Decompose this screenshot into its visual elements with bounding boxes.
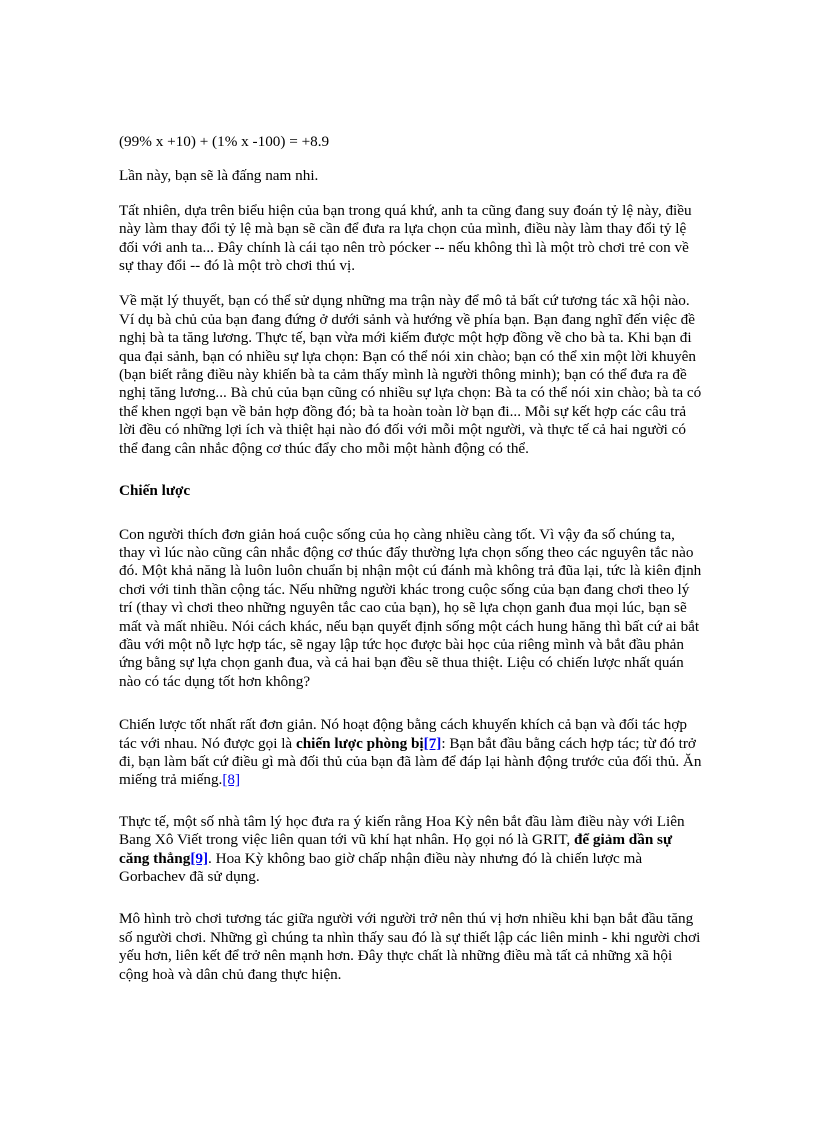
paragraph-text: Thực tế, một số nhà tâm lý học đưa ra ý kiến rằng Hoa Kỳ nên bắt đầu làm điều này với Liên Bang Xô Viết trong việc liên quan tới vũ khí hạt nhân. Họ gọi nó là GRIT, [119,812,685,849]
equation: (99% x +10) + (1% x -100) = +8.9 [119,133,330,150]
paragraph-text: . Hoa Kỳ không bao giờ chấp nhận điều này nhưng đó là chiến lược mà Gorbachev đã sử dụng. [119,849,643,885]
paragraph-probability: Tất nhiên, dựa trên biểu hiện của bạn trong quá khứ, anh ta cũng đang suy đoán tỷ lệ này, điều này làm thay đổi tỷ lệ mà bạn sẽ cần để đưa ra lựa chọn của mình, điều này làm thay đổi tỷ lệ đối với anh ta... Đây chính là cái tạo nên trò pócker -- nếu không thì là một trò chơi trẻ con về sự thay đổi -- đó là một trò chơi thú vị. [119,201,692,275]
document-page [119,133,704,984]
paragraph-social-interaction: Về mặt lý thuyết, bạn có thể sử dụng những ma trận này để mô tả bất cứ tương tác xã hội nào. Ví dụ bà chủ của bạn đang đứng ở dưới sảnh và hướng về phía bạn. Bạn đang nghĩ đến việc đề nghị bà ta tăng lương. Thực tế, bạn vừa mới kiếm được một hợp đồng về cho bà ta. Khi bạn đi qua đại sảnh, bạn có nhiều sự lựa chọn: Bạn có thể nói xin chào; bạn có thể xin một lời khuyên (bạn biết rằng điều này khiến bà ta cảm thấy mình là người thông minh); bạn có thể đưa ra đề nghị tăng lương... Bà chủ của bạn cũng có nhiều sự lựa chọn: Bà ta có thể nói xin chào; bà ta có thể khen ngợi bạn về bản hợp đồng đó; bà ta hoàn toàn lờ bạn đi... Mỗi sự kết hợp các câu trả lời đều có những lợi ích và thiệt hại nào đó đối với mỗi một người, và thực tế cả hai người có thể đang cân nhắc động cơ thúc đẩy cho mỗi một hành động có thể. [119,292,702,457]
paragraph-simplify-life: Con người thích đơn giản hoá cuộc sống của họ càng nhiều càng tốt. Vì vậy đa số chúng ta, thay vì lúc nào cũng cân nhắc động cơ thúc đẩy thường lựa chọn sống theo các nguyên tắc nào đó. Một khả năng là luôn luôn chuẩn bị nhận một cú đánh mà không trả đũa lại, tức là kiên định chơi với tinh thần cộng tác. Nếu những người khác trong cuộc sống của bạn đang chơi theo lý trí (thay vì chơi theo những nguyên tắc cao của bạn), họ sẽ lựa chọn ganh đua mọi lúc, bạn sẽ mất và mất nhiều. Nói cách khác, nếu bạn quyết định sống một cách hung hăng thì bất cứ ai bắt đầu với một nỗ lực hợp tác, sẽ ngay lập tức học được bài học của riêng mình và bắt đầu phản ứng bằng sự lựa chọn ganh đua, và cả hai bạn đều sẽ thua thiệt. Liệu có chiến lược nhất quán nào có tác dụng tốt hơn không? [119,525,702,690]
footnote-link-9[interactable]: [9] [190,849,209,867]
paragraph-tit-for-tat [119,716,704,790]
section-heading-strategy: Chiến lược [119,482,191,500]
footnote-link-8[interactable]: [8] [222,771,241,789]
paragraph-intro: Lần này, bạn sẽ là đấng nam nhi. [119,167,319,185]
paragraph-text: : Bạn bắt đầu bằng cách hợp tác; từ đó trở đi, bạn làm bất cứ điều gì mà đối thủ của bạn đã làm để đáp lại hành động trước của đối thủ. Ăn miếng trả miếng. [119,734,702,789]
footnote-link-7[interactable]: [7] [423,734,442,752]
bold-term-tit-for-tat: chiến lược phòng bị [295,734,424,752]
paragraph-text: Chiến lược tốt nhất rất đơn giản. Nó hoạt động bằng cách khuyến khích cả bạn và đối tác hợp tác với nhau. Nó được gọi là [119,716,687,752]
paragraph-alliances: Mô hình trò chơi tương tác giữa người với người trở nên thú vị hơn nhiều khi bạn bắt đầu tăng số người chơi. Những gì chúng ta nhìn thấy sau đó là sự thiết lập các liên minh - khi người chơi yếu hơn, liên kết để trở nên mạnh hơn. Đây thực chất là những điều mà tất cả những xã hội cộng hoà và dân chủ đang thực hiện. [119,910,701,983]
bold-term-grit: để giảm dần sự căng thẳng [119,831,673,867]
paragraph-grit [119,813,704,887]
